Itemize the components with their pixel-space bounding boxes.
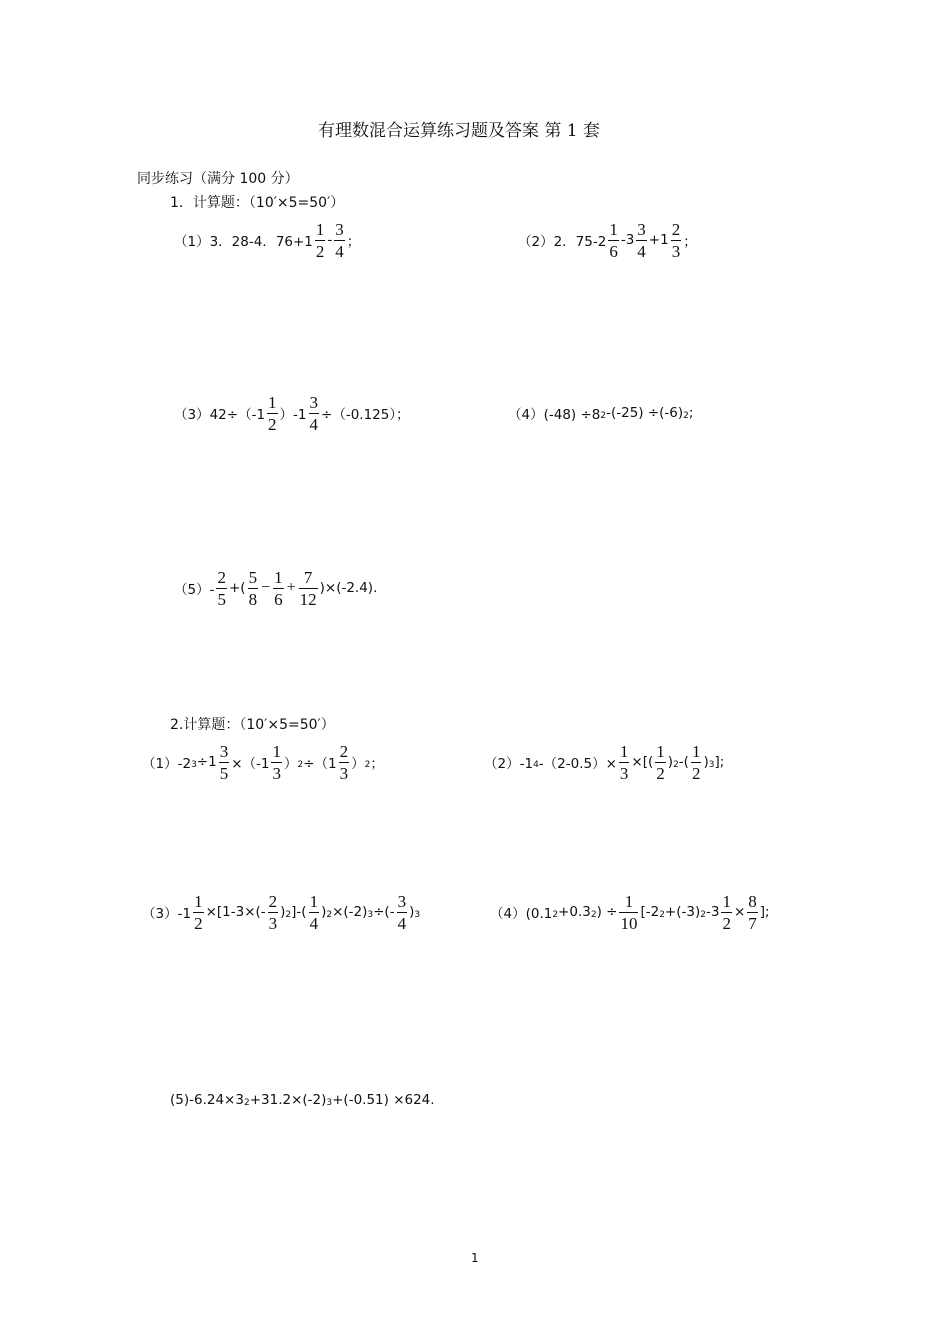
- numerator: 1: [309, 891, 319, 911]
- exponent: 2: [683, 411, 689, 421]
- denominator: 3: [671, 241, 681, 261]
- operator: −: [261, 579, 271, 596]
- numerator: 1: [691, 741, 701, 761]
- fraction: [747, 892, 758, 933]
- text: ×[(: [631, 754, 654, 770]
- text: ×[1-3×(-: [205, 904, 266, 920]
- denominator: 7: [748, 913, 757, 933]
- text: ): [321, 904, 327, 920]
- fraction: [608, 220, 619, 261]
- exponent: 3: [414, 910, 421, 920]
- exponent: 2: [673, 760, 679, 770]
- denominator: 2: [315, 241, 325, 261]
- text: [-2: [640, 904, 660, 920]
- exponent: 3: [367, 910, 374, 920]
- numerator: 3: [219, 741, 229, 761]
- denominator: 2: [691, 763, 701, 783]
- numerator: 3: [397, 891, 407, 911]
- operator: +: [286, 579, 296, 596]
- denominator: 5: [219, 763, 229, 783]
- text: ×(-2): [332, 904, 368, 920]
- s2-problem-1: [142, 740, 384, 784]
- fraction: [619, 892, 638, 933]
- text: （2）-1: [484, 756, 534, 772]
- text: ×: [733, 904, 746, 920]
- numerator: 1: [268, 392, 277, 412]
- numerator: 1: [656, 741, 665, 761]
- denominator: 2: [268, 414, 277, 434]
- s2-problem-4: [490, 890, 770, 934]
- fraction: [267, 393, 278, 434]
- text: （2）2．75-2: [518, 234, 607, 250]
- text: ）-1: [279, 407, 307, 423]
- fraction: [315, 220, 326, 261]
- text: （3）-1: [142, 906, 192, 922]
- section2-heading: 2.计算题：（10′×5=50′）: [170, 717, 335, 733]
- fraction: [619, 742, 630, 783]
- page-title: 有理数混合运算练习题及答案 第 1 套: [318, 121, 601, 141]
- exponent: 4: [533, 760, 539, 770]
- exponent: 2: [590, 910, 597, 920]
- text: ÷1: [196, 754, 217, 770]
- text: )×(-2.4).: [319, 580, 378, 596]
- fraction: [216, 568, 227, 609]
- denominator: 5: [217, 589, 226, 609]
- fraction: [334, 220, 345, 261]
- text: ）: [351, 756, 365, 772]
- numerator: 1: [315, 219, 325, 239]
- fraction: [271, 742, 282, 783]
- denominator: 2: [656, 763, 665, 783]
- text: （5）-: [174, 582, 215, 598]
- text: -: [327, 232, 333, 248]
- denominator: 8: [248, 589, 258, 609]
- text: ；: [370, 756, 384, 772]
- numerator: 3: [637, 219, 646, 239]
- s2-problem-5: [170, 1088, 435, 1112]
- denominator: 6: [609, 241, 618, 261]
- text: （1）3．28-4．76+1: [174, 234, 313, 250]
- s1-problem-3: [174, 391, 410, 435]
- s1-problem-2: [518, 218, 697, 262]
- fraction: [339, 742, 350, 783]
- text: -(-25) ÷(-6): [606, 405, 684, 421]
- exponent: 3: [708, 760, 715, 770]
- numerator: 2: [339, 741, 349, 761]
- fraction: [691, 742, 702, 783]
- text: -3: [705, 904, 720, 920]
- s2-problem-2: [484, 740, 724, 784]
- exponent: 3: [326, 1098, 333, 1108]
- page-number: 1: [471, 1251, 479, 1265]
- text: -（2-0.5）×: [538, 756, 617, 772]
- text: （4）(-48) ÷8: [508, 407, 601, 423]
- fraction: [636, 220, 647, 261]
- text: ): [409, 904, 415, 920]
- text: ；: [346, 234, 361, 250]
- denominator: 2: [722, 913, 731, 933]
- text: +(-0.51) ×624.: [332, 1092, 435, 1108]
- fraction: [248, 568, 259, 609]
- exponent: 3: [191, 760, 197, 770]
- denominator: 4: [637, 241, 646, 261]
- subtitle: 同步练习（满分 100 分）: [137, 171, 299, 187]
- numerator: 1: [274, 567, 283, 587]
- text: +31.2×(-2): [249, 1092, 327, 1108]
- s1-problem-4: [508, 391, 693, 435]
- fraction: [268, 892, 279, 933]
- fraction: [655, 742, 666, 783]
- numerator: 5: [248, 567, 258, 587]
- denominator: 4: [309, 913, 319, 933]
- s2-problem-3: [142, 890, 420, 934]
- exponent: 2: [659, 910, 665, 920]
- exponent: 2: [326, 910, 333, 920]
- text: ÷（-0.125）；: [321, 407, 410, 423]
- section1-heading: 1．计算题：（10′×5=50′）: [170, 195, 345, 211]
- denominator: 2: [194, 913, 203, 933]
- text: ];: [759, 904, 770, 920]
- denominator: 12: [299, 589, 317, 609]
- numerator: 2: [671, 219, 681, 239]
- exponent: 2: [700, 910, 706, 920]
- exponent: 2: [600, 411, 607, 421]
- numerator: 1: [609, 219, 618, 239]
- text: ): [667, 754, 674, 770]
- numerator: 8: [748, 891, 757, 911]
- text: ];: [714, 754, 725, 770]
- text: ×（-1: [231, 756, 270, 772]
- text: +0.3: [558, 904, 591, 920]
- exponent: 2: [297, 760, 304, 770]
- fraction: [721, 892, 732, 933]
- exponent: 2: [285, 910, 292, 920]
- numerator: 2: [268, 891, 278, 911]
- numerator: 2: [217, 567, 226, 587]
- numerator: 1: [272, 741, 281, 761]
- denominator: 3: [339, 763, 349, 783]
- text: (5)-6.24×3: [170, 1092, 244, 1108]
- exponent: 2: [243, 1098, 250, 1108]
- text: ;: [688, 405, 694, 421]
- s1-problem-5: [174, 566, 377, 610]
- text: ；: [683, 234, 697, 250]
- text: -3: [620, 232, 635, 248]
- text: +(-3): [664, 904, 701, 920]
- text: +1: [648, 232, 669, 248]
- denominator: 6: [274, 589, 283, 609]
- denominator: 3: [272, 763, 281, 783]
- text: （3）42÷（-1: [174, 407, 266, 423]
- exponent: 2: [552, 910, 559, 920]
- text: ) ÷: [596, 904, 618, 920]
- fraction: [671, 220, 682, 261]
- text: （1）-2: [142, 756, 192, 772]
- denominator: 3: [619, 763, 629, 783]
- text: +(: [228, 580, 246, 596]
- text: ): [280, 904, 286, 920]
- text: ): [703, 754, 709, 770]
- numerator: 3: [309, 392, 319, 412]
- denominator: 4: [397, 913, 407, 933]
- numerator: 1: [619, 741, 629, 761]
- numerator: 1: [624, 891, 634, 911]
- denominator: 4: [309, 414, 319, 434]
- fraction: [309, 393, 320, 434]
- numerator: 7: [303, 567, 313, 587]
- text: ÷(-: [373, 904, 395, 920]
- numerator: 1: [722, 891, 731, 911]
- fraction: [193, 892, 204, 933]
- denominator: 10: [620, 913, 638, 933]
- numerator: 1: [194, 891, 203, 911]
- exponent: 2: [364, 760, 371, 770]
- text: ）: [283, 756, 298, 772]
- text: ÷（1: [303, 756, 337, 772]
- fraction: [219, 742, 230, 783]
- fraction: [273, 568, 284, 609]
- text: -(: [678, 754, 689, 770]
- numerator: 3: [335, 219, 344, 239]
- denominator: 3: [268, 913, 278, 933]
- fraction: [397, 892, 408, 933]
- fraction: [299, 568, 318, 609]
- text: ]-(: [291, 904, 307, 920]
- text: （4）(0.1: [490, 906, 553, 922]
- fraction: [309, 892, 320, 933]
- s1-problem-1: [174, 218, 360, 262]
- denominator: 4: [335, 241, 344, 261]
